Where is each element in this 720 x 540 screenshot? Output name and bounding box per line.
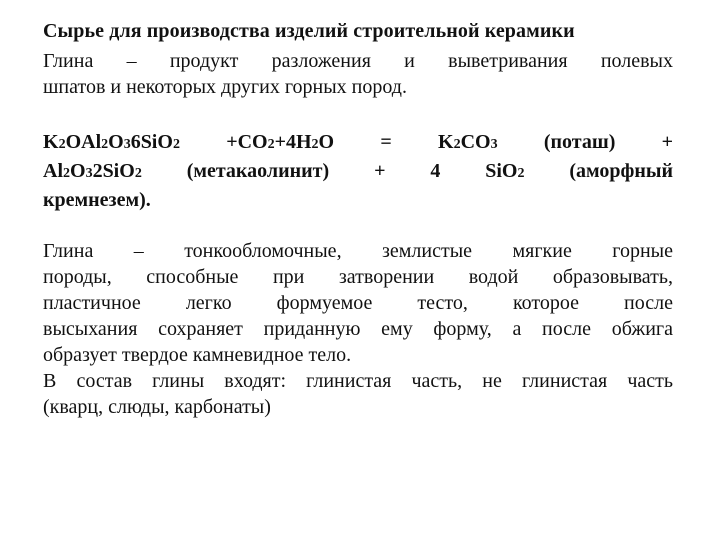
- reactant-kaolin-feldspar: K2OAl2O36SiO2: [43, 131, 180, 153]
- slide-content: [43, 18, 673, 420]
- plus-sign: +: [374, 160, 386, 182]
- composition-line-1: В состав глины входят: глинистая часть, не глинистая часть: [43, 370, 673, 392]
- product-metakaolinite-name: (метакаолинит): [186, 160, 330, 182]
- product-metakaolinite-formula: Al2O32SiO2: [43, 160, 142, 182]
- equation-line-1: [43, 129, 673, 158]
- description-line-2: породы, способные при затворении водой образовывать,: [43, 266, 673, 288]
- reactant-co2-water: +CO2+4H2O: [226, 131, 335, 153]
- composition-line-2: (кварц, слюды, карбонаты): [43, 396, 271, 418]
- intro-line-2: шпатов и некоторых других горных пород.: [43, 76, 407, 98]
- description-line-3: пластичное легко формуемое тесто, которое после: [43, 292, 673, 314]
- intro-paragraph: [43, 48, 673, 100]
- description-line-5: образует твердое камневидное тело.: [43, 344, 352, 366]
- product-potash-name: (поташ): [543, 131, 616, 153]
- product-silica-formula: SiO2: [485, 160, 525, 182]
- equation-line-2: [43, 158, 673, 187]
- clay-description-paragraph: [43, 238, 673, 368]
- slide-title: Сырье для производства изделий строительной керамики: [43, 20, 575, 42]
- product-potash-formula: K2CO3: [438, 131, 498, 153]
- plus-sign: +: [661, 131, 674, 153]
- chemical-equation: [43, 129, 673, 213]
- description-line-4: высыхания сохраняет приданную ему форму, а после обжига: [43, 318, 673, 340]
- description-line-1: Глина – тонкообломочные, землистые мягкие горные: [43, 240, 673, 262]
- coefficient: 4: [430, 160, 441, 182]
- product-silica-name-start: (аморфный: [569, 160, 674, 182]
- intro-line-1: Глина – продукт разложения и выветривания полевых: [43, 50, 673, 72]
- equals-sign: =: [380, 131, 392, 153]
- equation-line-3: кремнезем).: [43, 189, 151, 211]
- clay-composition-paragraph: [43, 368, 673, 420]
